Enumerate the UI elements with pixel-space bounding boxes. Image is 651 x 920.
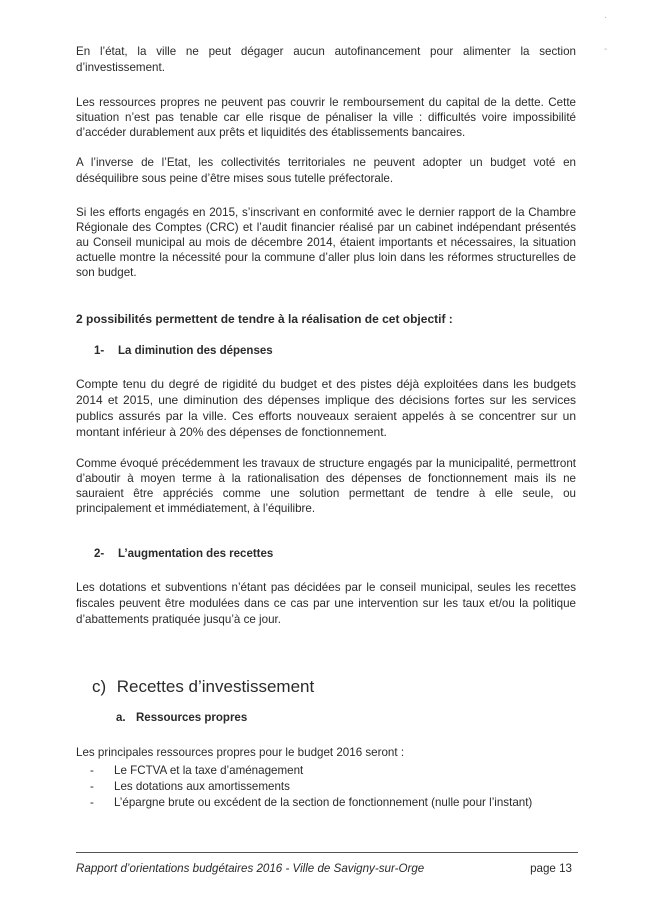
paragraph-efforts-2015: Si les efforts engagés en 2015, s’inscrivant en conformité avec le dernier rapport de la Chambre Régionale des Comptes (CRC) et l’audit financier réalisé par un cabinet indépendant présentés au Conseil municipal au mois de décembre 2014, étaient importants et nécessaires, la situation actuelle montre la nécessité pour la commune d’aller plus loin dans les réformes structurelles de son budget.: [76, 206, 576, 279]
ressources-list: [90, 763, 590, 811]
list-item: - Le FCTVA et la taxe d’aménagement: [90, 763, 590, 779]
heading-text: L’augmentation des recettes: [118, 548, 274, 560]
heading-text: La diminution des dépenses: [118, 345, 273, 357]
heading-number: 1-: [94, 345, 105, 357]
paragraph-collectivites: A l’inverse de l’Etat, les collectivités territoriales ne peuvent adopter un budget voté en déséquilibre sous peine d’être mises sous tutelle préfectorale.: [76, 156, 576, 185]
subheading-text: Ressources propres: [136, 712, 248, 724]
heading-diminution-depenses: [94, 345, 273, 357]
paragraph-dotations: Les dotations et subventions n’étant pas décidées par le conseil municipal, seules les recettes fiscales peuvent être modulées dans ce cas par une intervention sur les taux et/ou la politique d’abattements pratiquée jusqu’à ce jour.: [76, 581, 576, 626]
page-number: page 13: [530, 862, 572, 875]
scan-mark: ·: [604, 12, 608, 23]
list-item: - Les dotations aux amortissements: [90, 779, 590, 795]
heading-number: 2-: [94, 548, 105, 560]
heading-augmentation-recettes: [94, 548, 273, 560]
section-heading-recettes-investissement: [92, 677, 314, 697]
scan-mark: -: [604, 44, 608, 55]
footer-title: Rapport d’orientations budgétaires 2016 - Ville de Savigny-sur-Orge: [76, 862, 425, 875]
paragraph-autofinancement: En l’état, la ville ne peut dégager aucun autofinancement pour alimenter la section d’investissement.: [76, 45, 576, 74]
paragraph-compte-tenu: Compte tenu du degré de rigidité du budget et des pistes déjà exploitées dans les budgets 2014 et 2015, une diminution des dépenses implique des décisions fortes sur les services publics assurés par la ville. Ces efforts nouveaux seraient appelés à se concentrer sur un montant inférieur à 20% des dépenses de fonctionnement.: [76, 377, 576, 439]
section-number: c): [92, 677, 107, 696]
paragraph-ressources-propres: Les ressources propres ne peuvent pas couvrir le remboursement du capital de la dette. Cette situation n’est pas tenable car elle risque de pénaliser la ville : difficultés voire impossibilité d’accéder durablement aux prêts et liquidités des établissements bancaires.: [76, 96, 576, 139]
subheading-number: a.: [116, 712, 126, 724]
section-title: Recettes d’investissement: [116, 677, 315, 696]
paragraph-principales-ressources: Les principales ressources propres pour le budget 2016 seront :: [76, 746, 405, 759]
paragraph-comme-evoque: Comme évoqué précédemment les travaux de structure engagés par la municipalité, permettront d’aboutir à moyen terme à la rationalisation des dépenses de fonctionnement mais ils ne sauraient être appréciés comme une solution permettant de tendre à elle seule, ou principalement et immédiatement, à l’équilibre.: [76, 457, 576, 515]
list-item: - L’épargne brute ou excédent de la section de fonctionnement (nulle pour l’instant): [90, 795, 590, 811]
objective-heading: 2 possibilités permettent de tendre à la réalisation de cet objectif :: [76, 312, 453, 326]
subheading-ressources-propres: [116, 712, 247, 724]
footer-divider: [76, 852, 578, 853]
